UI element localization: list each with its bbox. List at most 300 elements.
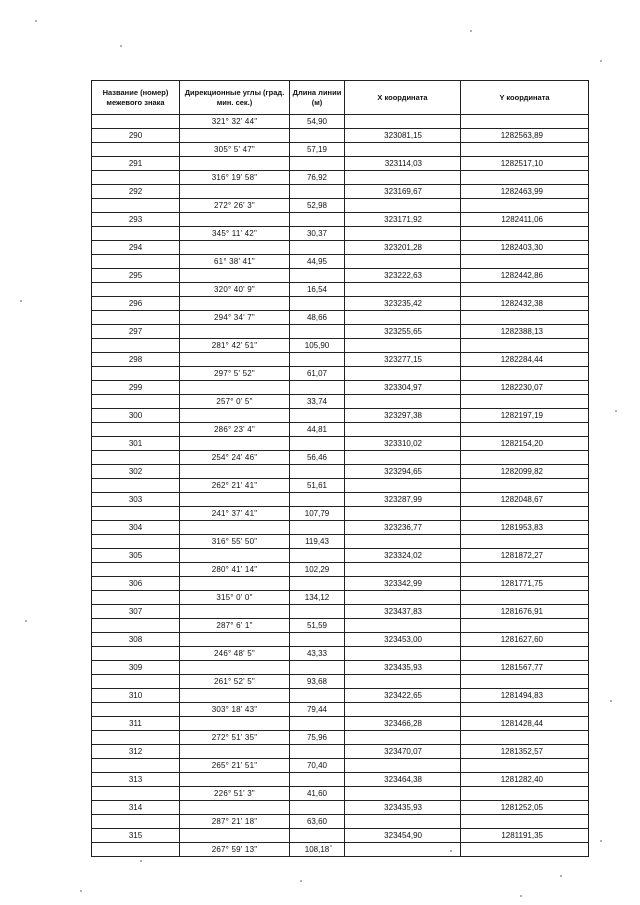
mark-name-cell <box>92 787 180 801</box>
table-row <box>92 409 589 423</box>
line-length-cell <box>290 661 345 675</box>
scan-speck <box>470 30 472 32</box>
y-coordinate-cell: 1281252,05 <box>461 801 589 815</box>
line-length-cell <box>290 437 345 451</box>
table-row <box>92 647 589 661</box>
line-length-cell: 44,95 <box>290 255 345 269</box>
table-row <box>92 521 589 535</box>
x-coordinate-cell <box>345 451 461 465</box>
mark-name-cell <box>92 255 180 269</box>
x-coordinate-cell: 323114,03 <box>345 157 461 171</box>
mark-name-cell: 291 <box>92 157 180 171</box>
x-coordinate-cell: 323297,38 <box>345 409 461 423</box>
y-coordinate-cell <box>461 563 589 577</box>
line-length-cell: 54,90 <box>290 115 345 129</box>
x-coordinate-cell <box>345 703 461 717</box>
line-length-cell <box>290 129 345 143</box>
header-y-coordinate: Y координата <box>461 81 589 115</box>
mark-name-cell <box>92 227 180 241</box>
direction-angle-cell: 303° 18' 43" <box>180 703 290 717</box>
mark-name-cell: 299 <box>92 381 180 395</box>
mark-name-cell <box>92 479 180 493</box>
line-length-cell: 70,40 <box>290 759 345 773</box>
table-row <box>92 269 589 283</box>
line-length-cell <box>290 157 345 171</box>
y-coordinate-cell: 1282442,86 <box>461 269 589 283</box>
mark-name-cell <box>92 759 180 773</box>
y-coordinate-cell: 1282463,99 <box>461 185 589 199</box>
x-coordinate-cell <box>345 115 461 129</box>
line-length-cell: 105,90 <box>290 339 345 353</box>
direction-angle-cell <box>180 241 290 255</box>
y-coordinate-cell: 1281567,77 <box>461 661 589 675</box>
line-length-cell: 79,44 <box>290 703 345 717</box>
y-coordinate-cell <box>461 731 589 745</box>
y-coordinate-cell: 1281191,35 <box>461 829 589 843</box>
table-row <box>92 507 589 521</box>
header-x-coordinate: X координата <box>345 81 461 115</box>
x-coordinate-cell <box>345 619 461 633</box>
y-coordinate-cell: 1281627,60 <box>461 633 589 647</box>
direction-angle-cell <box>180 213 290 227</box>
line-length-cell: 108,18 <box>290 843 345 857</box>
scan-speck <box>600 60 602 62</box>
line-length-cell <box>290 521 345 535</box>
table-row <box>92 577 589 591</box>
y-coordinate-cell <box>461 815 589 829</box>
y-coordinate-cell: 1281282,40 <box>461 773 589 787</box>
mark-name-cell <box>92 731 180 745</box>
mark-name-cell: 309 <box>92 661 180 675</box>
line-length-cell: 102,29 <box>290 563 345 577</box>
mark-name-cell: 305 <box>92 549 180 563</box>
mark-name-cell: 311 <box>92 717 180 731</box>
y-coordinate-cell <box>461 143 589 157</box>
x-coordinate-cell <box>345 647 461 661</box>
direction-angle-cell: 297° 5' 52" <box>180 367 290 381</box>
table-row <box>92 185 589 199</box>
x-coordinate-cell: 323310,02 <box>345 437 461 451</box>
direction-angle-cell: 254° 24' 46" <box>180 451 290 465</box>
x-coordinate-cell <box>345 423 461 437</box>
table-row <box>92 423 589 437</box>
direction-angle-cell: 316° 19' 58" <box>180 171 290 185</box>
x-coordinate-cell: 323255,65 <box>345 325 461 339</box>
mark-name-cell: 294 <box>92 241 180 255</box>
header-mark-name: Название (номер) межевого знака <box>92 81 180 115</box>
y-coordinate-cell: 1282230,07 <box>461 381 589 395</box>
direction-angle-cell: 321° 32' 44" <box>180 115 290 129</box>
x-coordinate-cell: 323422,65 <box>345 689 461 703</box>
y-coordinate-cell: 1281428,44 <box>461 717 589 731</box>
line-length-cell <box>290 353 345 367</box>
direction-angle-cell: 246° 48' 5" <box>180 647 290 661</box>
table-row <box>92 325 589 339</box>
y-coordinate-cell <box>461 479 589 493</box>
line-length-cell: 93,68 <box>290 675 345 689</box>
table-row <box>92 437 589 451</box>
mark-name-cell: 297 <box>92 325 180 339</box>
line-length-cell: 52,98 <box>290 199 345 213</box>
x-coordinate-cell: 323466,28 <box>345 717 461 731</box>
table-row <box>92 843 589 857</box>
table-row <box>92 731 589 745</box>
y-coordinate-cell: 1281494,83 <box>461 689 589 703</box>
y-coordinate-cell: 1281872,27 <box>461 549 589 563</box>
table-row <box>92 311 589 325</box>
direction-angle-cell: 345° 11' 42" <box>180 227 290 241</box>
table-row <box>92 451 589 465</box>
y-coordinate-cell <box>461 675 589 689</box>
x-coordinate-cell <box>345 507 461 521</box>
line-length-cell: 56,46 <box>290 451 345 465</box>
direction-angle-cell: 286° 23' 4" <box>180 423 290 437</box>
line-length-cell: 51,61 <box>290 479 345 493</box>
y-coordinate-cell: 1282411,06 <box>461 213 589 227</box>
table-row <box>92 633 589 647</box>
x-coordinate-cell <box>345 479 461 493</box>
line-length-cell: 16,54 <box>290 283 345 297</box>
mark-name-cell <box>92 535 180 549</box>
x-coordinate-cell <box>345 367 461 381</box>
y-coordinate-cell <box>461 647 589 661</box>
scan-speck <box>35 20 37 22</box>
table-row <box>92 745 589 759</box>
line-length-cell: 30,37 <box>290 227 345 241</box>
line-length-cell: 43,33 <box>290 647 345 661</box>
x-coordinate-cell <box>345 843 461 857</box>
table-row <box>92 367 589 381</box>
table-row <box>92 171 589 185</box>
y-coordinate-cell <box>461 339 589 353</box>
scan-speck <box>80 890 82 892</box>
x-coordinate-cell <box>345 255 461 269</box>
header-direction-angle: Дирекционные углы (град. мин. сек.) <box>180 81 290 115</box>
y-coordinate-cell <box>461 591 589 605</box>
y-coordinate-cell <box>461 703 589 717</box>
table-row <box>92 241 589 255</box>
table-row <box>92 815 589 829</box>
x-coordinate-cell <box>345 395 461 409</box>
y-coordinate-cell <box>461 451 589 465</box>
direction-angle-cell: 287° 21' 18" <box>180 815 290 829</box>
scan-speck <box>520 895 522 897</box>
table-row <box>92 563 589 577</box>
x-coordinate-cell <box>345 563 461 577</box>
table-body <box>92 115 589 857</box>
mark-name-cell <box>92 423 180 437</box>
scan-speck <box>615 410 617 412</box>
line-length-cell <box>290 605 345 619</box>
table-row <box>92 255 589 269</box>
y-coordinate-cell <box>461 311 589 325</box>
line-length-cell <box>290 213 345 227</box>
line-length-cell: 61,07 <box>290 367 345 381</box>
line-length-cell <box>290 549 345 563</box>
direction-angle-cell <box>180 633 290 647</box>
table-row <box>92 199 589 213</box>
x-coordinate-cell: 323470,07 <box>345 745 461 759</box>
mark-name-cell <box>92 367 180 381</box>
direction-angle-cell <box>180 829 290 843</box>
mark-name-cell <box>92 815 180 829</box>
direction-angle-cell <box>180 381 290 395</box>
y-coordinate-cell: 1282154,20 <box>461 437 589 451</box>
y-coordinate-cell <box>461 227 589 241</box>
mark-name-cell <box>92 283 180 297</box>
direction-angle-cell <box>180 605 290 619</box>
x-coordinate-cell: 323169,67 <box>345 185 461 199</box>
mark-name-cell <box>92 115 180 129</box>
y-coordinate-cell <box>461 255 589 269</box>
y-coordinate-cell <box>461 199 589 213</box>
table-row <box>92 689 589 703</box>
mark-name-cell <box>92 843 180 857</box>
mark-name-cell: 301 <box>92 437 180 451</box>
mark-name-cell: 295 <box>92 269 180 283</box>
direction-angle-cell <box>180 773 290 787</box>
line-length-cell <box>290 801 345 815</box>
y-coordinate-cell <box>461 423 589 437</box>
direction-angle-cell: 305° 5' 47" <box>180 143 290 157</box>
table-row <box>92 213 589 227</box>
table-row <box>92 591 589 605</box>
mark-name-cell: 292 <box>92 185 180 199</box>
line-length-cell: 57,19 <box>290 143 345 157</box>
table-row <box>92 493 589 507</box>
line-length-cell: 76,92 <box>290 171 345 185</box>
line-length-cell <box>290 745 345 759</box>
y-coordinate-cell: 1282048,67 <box>461 493 589 507</box>
mark-name-cell: 304 <box>92 521 180 535</box>
x-coordinate-cell <box>345 339 461 353</box>
table-header <box>92 81 589 115</box>
header-line-length: Длина линии (м) <box>290 81 345 115</box>
y-coordinate-cell <box>461 171 589 185</box>
mark-name-cell <box>92 451 180 465</box>
mark-name-cell: 306 <box>92 577 180 591</box>
y-coordinate-cell: 1282388,13 <box>461 325 589 339</box>
scan-speck <box>300 880 302 882</box>
mark-name-cell <box>92 507 180 521</box>
line-length-cell: 107,79 <box>290 507 345 521</box>
line-length-cell <box>290 269 345 283</box>
x-coordinate-cell <box>345 311 461 325</box>
table-row <box>92 227 589 241</box>
line-length-cell: 63,60 <box>290 815 345 829</box>
x-coordinate-cell <box>345 815 461 829</box>
y-coordinate-cell: 1281771,75 <box>461 577 589 591</box>
x-coordinate-cell <box>345 731 461 745</box>
line-length-cell <box>290 409 345 423</box>
line-length-cell <box>290 717 345 731</box>
x-coordinate-cell: 323277,15 <box>345 353 461 367</box>
scan-speck <box>140 860 142 862</box>
mark-name-cell: 308 <box>92 633 180 647</box>
direction-angle-cell <box>180 717 290 731</box>
y-coordinate-cell <box>461 367 589 381</box>
line-length-cell <box>290 185 345 199</box>
y-coordinate-cell <box>461 283 589 297</box>
x-coordinate-cell: 323304,97 <box>345 381 461 395</box>
scan-speck <box>120 45 122 47</box>
line-length-cell: 134,12 <box>290 591 345 605</box>
table-row <box>92 661 589 675</box>
line-length-cell <box>290 773 345 787</box>
x-coordinate-cell: 323464,38 <box>345 773 461 787</box>
x-coordinate-cell: 323324,02 <box>345 549 461 563</box>
x-coordinate-cell: 323342,99 <box>345 577 461 591</box>
mark-name-cell: 302 <box>92 465 180 479</box>
direction-angle-cell: 61° 38' 41" <box>180 255 290 269</box>
line-length-cell <box>290 381 345 395</box>
table-row <box>92 129 589 143</box>
table-row <box>92 619 589 633</box>
mark-name-cell: 298 <box>92 353 180 367</box>
direction-angle-cell <box>180 801 290 815</box>
mark-name-cell <box>92 563 180 577</box>
mark-name-cell <box>92 703 180 717</box>
mark-name-cell: 290 <box>92 129 180 143</box>
direction-angle-cell: 262° 21' 41" <box>180 479 290 493</box>
table-row <box>92 395 589 409</box>
direction-angle-cell: 272° 51' 35" <box>180 731 290 745</box>
table-row <box>92 549 589 563</box>
table-row <box>92 773 589 787</box>
direction-angle-cell <box>180 353 290 367</box>
direction-angle-cell: 265° 21' 51" <box>180 759 290 773</box>
direction-angle-cell <box>180 577 290 591</box>
table-row <box>92 829 589 843</box>
direction-angle-cell <box>180 549 290 563</box>
direction-angle-cell <box>180 297 290 311</box>
x-coordinate-cell: 323201,28 <box>345 241 461 255</box>
line-length-cell <box>290 829 345 843</box>
x-coordinate-cell: 323435,93 <box>345 801 461 815</box>
direction-angle-cell: 267° 59' 13" <box>180 843 290 857</box>
line-length-cell: 41,60 <box>290 787 345 801</box>
x-coordinate-cell <box>345 787 461 801</box>
x-coordinate-cell: 323454,90 <box>345 829 461 843</box>
y-coordinate-cell <box>461 759 589 773</box>
table-row <box>92 787 589 801</box>
direction-angle-cell: 315° 0' 0" <box>180 591 290 605</box>
x-coordinate-cell: 323294,65 <box>345 465 461 479</box>
mark-name-cell: 315 <box>92 829 180 843</box>
y-coordinate-cell <box>461 619 589 633</box>
direction-angle-cell <box>180 409 290 423</box>
scan-speck <box>610 700 612 702</box>
x-coordinate-cell <box>345 143 461 157</box>
mark-name-cell <box>92 591 180 605</box>
direction-angle-cell: 280° 41' 14" <box>180 563 290 577</box>
mark-name-cell: 293 <box>92 213 180 227</box>
y-coordinate-cell <box>461 395 589 409</box>
y-coordinate-cell <box>461 507 589 521</box>
mark-name-cell: 303 <box>92 493 180 507</box>
direction-angle-cell: 320° 40' 9" <box>180 283 290 297</box>
mark-name-cell: 313 <box>92 773 180 787</box>
direction-angle-cell: 226° 51' 3" <box>180 787 290 801</box>
table-row <box>92 283 589 297</box>
y-coordinate-cell: 1282099,82 <box>461 465 589 479</box>
direction-angle-cell: 241° 37' 41" <box>180 507 290 521</box>
table-row <box>92 703 589 717</box>
direction-angle-cell: 261° 52' 5" <box>180 675 290 689</box>
x-coordinate-cell: 323437,83 <box>345 605 461 619</box>
direction-angle-cell: 294° 34' 7" <box>180 311 290 325</box>
header-row <box>92 81 589 115</box>
table-row <box>92 465 589 479</box>
direction-angle-cell: 287° 6' 1" <box>180 619 290 633</box>
line-length-cell <box>290 633 345 647</box>
direction-angle-cell <box>180 465 290 479</box>
mark-name-cell <box>92 171 180 185</box>
table-row <box>92 297 589 311</box>
y-coordinate-cell: 1282284,44 <box>461 353 589 367</box>
x-coordinate-cell: 323287,99 <box>345 493 461 507</box>
mark-name-cell <box>92 395 180 409</box>
x-coordinate-cell <box>345 675 461 689</box>
mark-name-cell <box>92 675 180 689</box>
mark-name-cell <box>92 619 180 633</box>
table-row <box>92 381 589 395</box>
mark-name-cell: 307 <box>92 605 180 619</box>
direction-angle-cell <box>180 437 290 451</box>
x-coordinate-cell: 323235,42 <box>345 297 461 311</box>
x-coordinate-cell <box>345 227 461 241</box>
y-coordinate-cell <box>461 787 589 801</box>
line-length-cell <box>290 577 345 591</box>
table-row <box>92 535 589 549</box>
x-coordinate-cell <box>345 591 461 605</box>
scan-speck <box>20 300 22 302</box>
direction-angle-cell <box>180 185 290 199</box>
direction-angle-cell <box>180 157 290 171</box>
table-row <box>92 157 589 171</box>
table-row <box>92 605 589 619</box>
line-length-cell <box>290 297 345 311</box>
line-length-cell <box>290 493 345 507</box>
mark-name-cell <box>92 339 180 353</box>
y-coordinate-cell <box>461 843 589 857</box>
line-length-cell <box>290 241 345 255</box>
y-coordinate-cell: 1281676,91 <box>461 605 589 619</box>
direction-angle-cell <box>180 521 290 535</box>
y-coordinate-cell: 1282197,19 <box>461 409 589 423</box>
x-coordinate-cell <box>345 199 461 213</box>
direction-angle-cell: 316° 55' 50" <box>180 535 290 549</box>
y-coordinate-cell: 1281953,83 <box>461 521 589 535</box>
x-coordinate-cell <box>345 171 461 185</box>
mark-name-cell <box>92 199 180 213</box>
table-row <box>92 801 589 815</box>
table-row <box>92 339 589 353</box>
direction-angle-cell <box>180 689 290 703</box>
mark-name-cell: 314 <box>92 801 180 815</box>
table-row <box>92 353 589 367</box>
mark-name-cell: 296 <box>92 297 180 311</box>
line-length-cell <box>290 689 345 703</box>
direction-angle-cell <box>180 745 290 759</box>
mark-name-cell <box>92 647 180 661</box>
direction-angle-cell <box>180 325 290 339</box>
direction-angle-cell <box>180 661 290 675</box>
line-length-cell: 48,66 <box>290 311 345 325</box>
mark-name-cell <box>92 143 180 157</box>
line-length-cell <box>290 465 345 479</box>
scan-speck <box>600 840 602 842</box>
